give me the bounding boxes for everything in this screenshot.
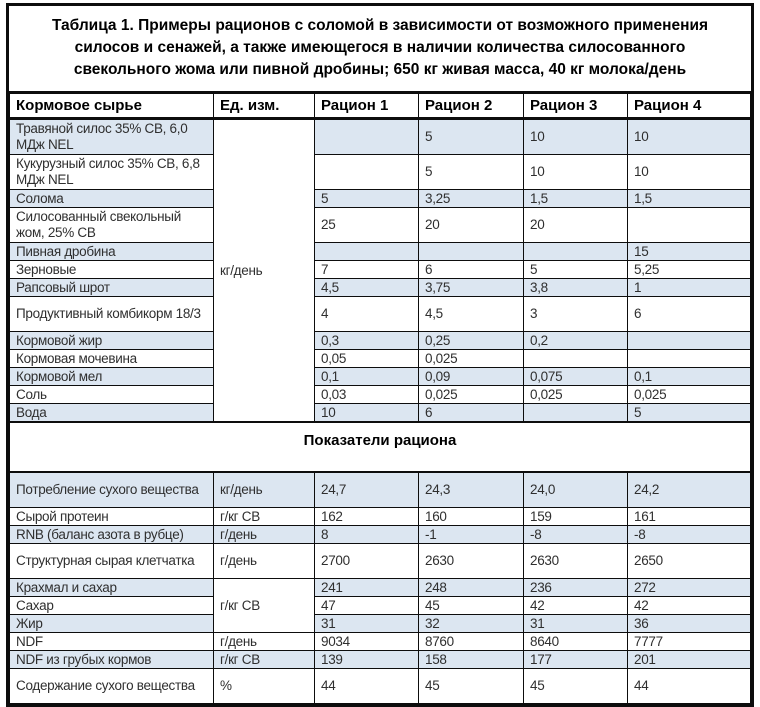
ration-value-cell: 4 [315,297,419,332]
ration-value-cell: 7777 [628,633,751,651]
ration-value-cell: 24,2 [628,472,751,508]
indicator-row [10,651,751,669]
ration-value-cell: 161 [628,508,751,526]
ration-table [9,93,751,704]
indicator-row [10,508,751,526]
ration-value-cell: 8640 [524,633,628,651]
ration-value-cell: 0,3 [315,332,419,350]
ration-value-cell: 1,5 [524,190,628,208]
ration-value-cell: 0,025 [419,386,524,404]
header-row [10,94,751,119]
column-header-unit: Ед. изм. [214,94,315,119]
row-label-cell: Рапсовый шрот [10,279,214,297]
ration-value-cell [315,243,419,261]
ration-value-cell: 31 [315,615,419,633]
ration-value-cell: 45 [419,669,524,704]
ration-value-cell: 2630 [524,544,628,579]
ration-value-cell: 158 [419,651,524,669]
feed-row [10,261,751,279]
ration-value-cell: -8 [628,526,751,544]
feed-row [10,332,751,350]
row-label-cell: Соль [10,386,214,404]
ration-value-cell: 6 [419,261,524,279]
ration-value-cell [628,350,751,368]
feed-row [10,119,751,155]
ration-value-cell: 5 [628,404,751,423]
ration-value-cell: 44 [315,669,419,704]
ration-value-cell: 3,8 [524,279,628,297]
row-label-cell: Кормовой жир [10,332,214,350]
unit-cell: кг/день [214,472,315,508]
row-label-cell: Солома [10,190,214,208]
ration-value-cell: 24,7 [315,472,419,508]
row-label-cell: Зерновые [10,261,214,279]
feed-row [10,404,751,423]
unit-cell: г/день [214,633,315,651]
ration-value-cell: 0,03 [315,386,419,404]
ration-value-cell: 272 [628,579,751,597]
ration-value-cell: -8 [524,526,628,544]
ration-value-cell: 31 [524,615,628,633]
ration-value-cell: 177 [524,651,628,669]
row-label-cell: Крахмал и сахар [10,579,214,597]
row-label-cell: Потребление сухого вещества [10,472,214,508]
ration-value-cell: 2700 [315,544,419,579]
unit-cell: г/кг СВ [214,508,315,526]
feed-row [10,297,751,332]
ration-value-cell: 162 [315,508,419,526]
unit-cell: г/кг СВ [214,651,315,669]
ration-value-cell [315,119,419,155]
ration-value-cell: 241 [315,579,419,597]
feed-row [10,350,751,368]
feed-row [10,155,751,190]
ration-value-cell: 0,025 [524,386,628,404]
indicator-row [10,597,751,615]
table-frame [6,3,754,707]
ration-value-cell: 0,25 [419,332,524,350]
ration-value-cell: 0,025 [419,350,524,368]
ration-value-cell [524,350,628,368]
table-title: Таблица 1. Примеры рационов с соломой в зависимости от возможного применения силосов и сенажей, а также имеющегося в наличии количества силосованного свекольного жома или пивной дробины; 650 кг живая масса, 40 кг молока/день [9,6,751,93]
ration-value-cell: 3 [524,297,628,332]
unit-merged-cell: кг/день [214,119,315,423]
section-header-row [10,422,751,472]
ration-value-cell: 6 [628,297,751,332]
row-label-cell: RNB (баланс азота в рубце) [10,526,214,544]
ration-value-cell: 20 [524,208,628,243]
feed-row [10,386,751,404]
indicator-row [10,633,751,651]
row-label-cell: Кукурузный силос 35% СВ, 6,8 МДж NEL [10,155,214,190]
indicator-row [10,669,751,704]
ration-value-cell [628,332,751,350]
ration-value-cell: 2630 [419,544,524,579]
ration-value-cell: 42 [524,597,628,615]
ration-value-cell: 5 [315,190,419,208]
ration-value-cell: 3,75 [419,279,524,297]
row-label-cell: Кормовой мел [10,368,214,386]
ration-value-cell: 10 [524,119,628,155]
row-label-cell: Жир [10,615,214,633]
ration-value-cell: 5 [419,155,524,190]
ration-value-cell: 32 [419,615,524,633]
ration-value-cell: 24,3 [419,472,524,508]
feed-row [10,208,751,243]
row-label-cell: Структурная сырая клетчатка [10,544,214,579]
indicator-row [10,472,751,508]
ration-value-cell: 9034 [315,633,419,651]
ration-value-cell: 5 [524,261,628,279]
ration-value-cell [524,404,628,423]
ration-value-cell: 3,25 [419,190,524,208]
ration-value-cell: 42 [628,597,751,615]
ration-value-cell: 7 [315,261,419,279]
ration-value-cell: 0,025 [628,386,751,404]
ration-value-cell: 45 [419,597,524,615]
ration-value-cell: 5,25 [628,261,751,279]
ration-value-cell: -1 [419,526,524,544]
feed-row [10,190,751,208]
row-label-cell: Травяной силос 35% СВ, 6,0 МДж NEL [10,119,214,155]
indicator-row [10,579,751,597]
ration-value-cell: 25 [315,208,419,243]
column-header-ration-3: Рацион 3 [524,94,628,119]
row-label-cell: Сырой протеин [10,508,214,526]
ration-value-cell: 159 [524,508,628,526]
feed-row [10,243,751,261]
row-label-cell: NDF [10,633,214,651]
ration-value-cell: 8 [315,526,419,544]
ration-value-cell: 1,5 [628,190,751,208]
ration-value-cell: 248 [419,579,524,597]
row-label-cell: NDF из грубых кормов [10,651,214,669]
ration-value-cell: 44 [628,669,751,704]
ration-value-cell: 201 [628,651,751,669]
ration-value-cell: 0,05 [315,350,419,368]
ration-value-cell [419,243,524,261]
ration-value-cell [524,243,628,261]
feed-row [10,279,751,297]
ration-value-cell: 236 [524,579,628,597]
ration-value-cell: 2650 [628,544,751,579]
ration-value-cell: 10 [524,155,628,190]
ration-value-cell [628,208,751,243]
ration-value-cell: 4,5 [419,297,524,332]
row-label-cell: Силосованный свекольный жом, 25% СВ [10,208,214,243]
ration-value-cell: 0,2 [524,332,628,350]
indicator-row [10,526,751,544]
section-header-cell: Показатели рациона [10,422,751,472]
ration-value-cell: 15 [628,243,751,261]
ration-value-cell: 45 [524,669,628,704]
ration-value-cell: 0,1 [315,368,419,386]
ration-value-cell: 24,0 [524,472,628,508]
ration-value-cell [315,155,419,190]
ration-value-cell: 1 [628,279,751,297]
ration-value-cell: 0,09 [419,368,524,386]
unit-cell: г/день [214,544,315,579]
ration-value-cell: 10 [628,155,751,190]
ration-value-cell: 6 [419,404,524,423]
unit-cell: % [214,669,315,704]
column-header-ration-1: Рацион 1 [315,94,419,119]
ration-value-cell: 8760 [419,633,524,651]
row-label-cell: Вода [10,404,214,423]
ration-value-cell: 20 [419,208,524,243]
ration-value-cell: 36 [628,615,751,633]
ration-value-cell: 10 [628,119,751,155]
indicator-row [10,615,751,633]
ration-value-cell: 10 [315,404,419,423]
column-header-ration-2: Рацион 2 [419,94,524,119]
unit-cell: г/кг СВ [214,579,315,633]
indicator-row [10,544,751,579]
ration-value-cell: 47 [315,597,419,615]
ration-value-cell: 0,075 [524,368,628,386]
column-header-ration-4: Рацион 4 [628,94,751,119]
column-header-feed: Кормовое сырье [10,94,214,119]
feed-row [10,368,751,386]
row-label-cell: Продуктивный комбикорм 18/3 [10,297,214,332]
ration-value-cell: 5 [419,119,524,155]
ration-value-cell: 160 [419,508,524,526]
row-label-cell: Сахар [10,597,214,615]
row-label-cell: Кормовая мочевина [10,350,214,368]
ration-value-cell: 0,1 [628,368,751,386]
row-label-cell: Содержание сухого вещества [10,669,214,704]
row-label-cell: Пивная дробина [10,243,214,261]
ration-value-cell: 139 [315,651,419,669]
unit-cell: г/день [214,526,315,544]
ration-value-cell: 4,5 [315,279,419,297]
